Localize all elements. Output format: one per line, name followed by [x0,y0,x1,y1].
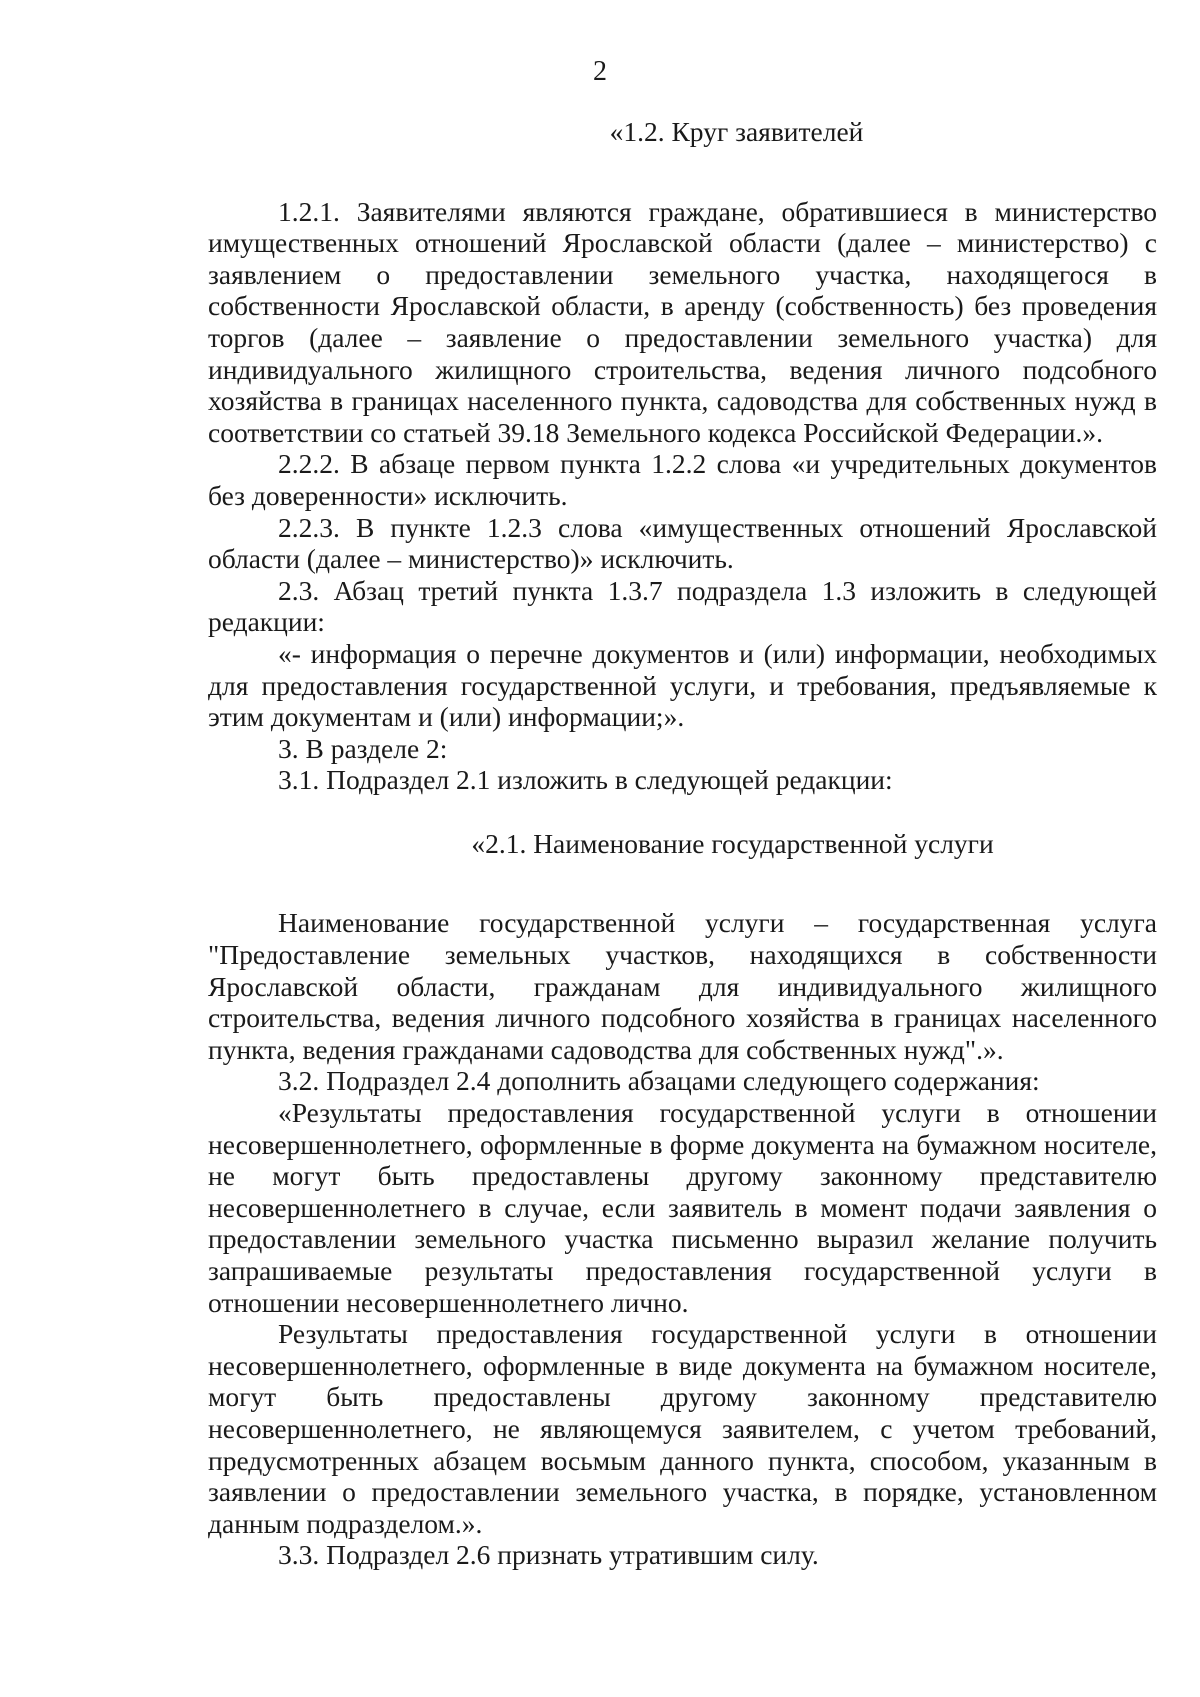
paragraph-2-3: 2.3. Абзац третий пункта 1.3.7 подраздела 1.3 изложить в следующей редакции: [208,574,1157,638]
page-number: 2 [593,56,607,87]
document-body [208,116,1157,1571]
paragraph-results-provided: Результаты предоставления государственной услуги в отношении несовершеннолетнего, оформленные в виде документа на бумажном носителе, могут быть предоставлены другому законному представителю несовершеннолетнего, не являющемуся заявителем, с учетом требований, предусмотренных абзацем восьмым данного пункта, способом, указанным в заявлении о предоставлении земельного участка, в порядке, установленном данным подразделом.». [208,1318,1157,1539]
paragraph-2-2-3: 2.2.3. В пункте 1.2.3 слова «имущественных отношений Ярославской области (далее – министерство)» исключить. [208,511,1157,575]
paragraph-3: 3. В разделе 2: [278,732,448,764]
paragraph-2-2-2: 2.2.2. В абзаце первом пункта 1.2.2 слова «и учредительных документов без доверенности» исключить. [208,448,1157,511]
paragraph-quote-info: «- информация о перечне документов и (или) информации, необходимых для предоставления государственной услуги, и требования, предъявляемые к этим документам и (или) информации;». [208,637,1157,733]
paragraph-service-name: Наименование государственной услуги – государственная услуга "Предоставление земельных участков, находящихся в собственности Ярославской области, гражданам для индивидуального жилищного строительства, ведения личного подсобного хозяйства в границах населенного пункта, ведения гражданами садоводства для собственных нужд".». [208,907,1157,1065]
paragraph-3-1: 3.1. Подраздел 2.1 изложить в следующей редакции: [278,764,893,796]
paragraph-3-3: 3.3. Подраздел 2.6 признать утратившим силу. [278,1539,819,1571]
paragraph-3-2: 3.2. Подраздел 2.4 дополнить абзацами следующего содержания: [278,1065,1040,1097]
paragraph-results-not-provided: «Результаты предоставления государственной услуги в отношении несовершеннолетнего, оформленные в форме документа на бумажном носителе, не могут быть предоставлены другому законному представителю несовершеннолетнего в случае, если заявитель в момент подачи заявления о предоставлении земельного участка письменно выразил желание получить запрашиваемые результаты предоставления государственной услуги в отношении несовершеннолетнего лично. [208,1097,1157,1318]
paragraph-1-2-1: 1.2.1. Заявителями являются граждане, обратившиеся в министерство имущественных отношений Ярославской области (далее – министерство) с заявлением о предоставлении земельного участка, находящегося в собственности Ярославской области, в аренду (собственность) без проведения торгов (далее – заявление о предоставлении земельного участка) для индивидуального жилищного строительства, ведения личного подсобного хозяйства в границах населенного пункта, садоводства для собственных нужд в соответствии со статьей 39.18 Земельного кодекса Российской Федерации.». [208,195,1157,448]
section-heading-2-1: «2.1. Наименование государственной услуги [471,827,994,859]
section-heading-1-2: «1.2. Круг заявителей [609,116,864,147]
